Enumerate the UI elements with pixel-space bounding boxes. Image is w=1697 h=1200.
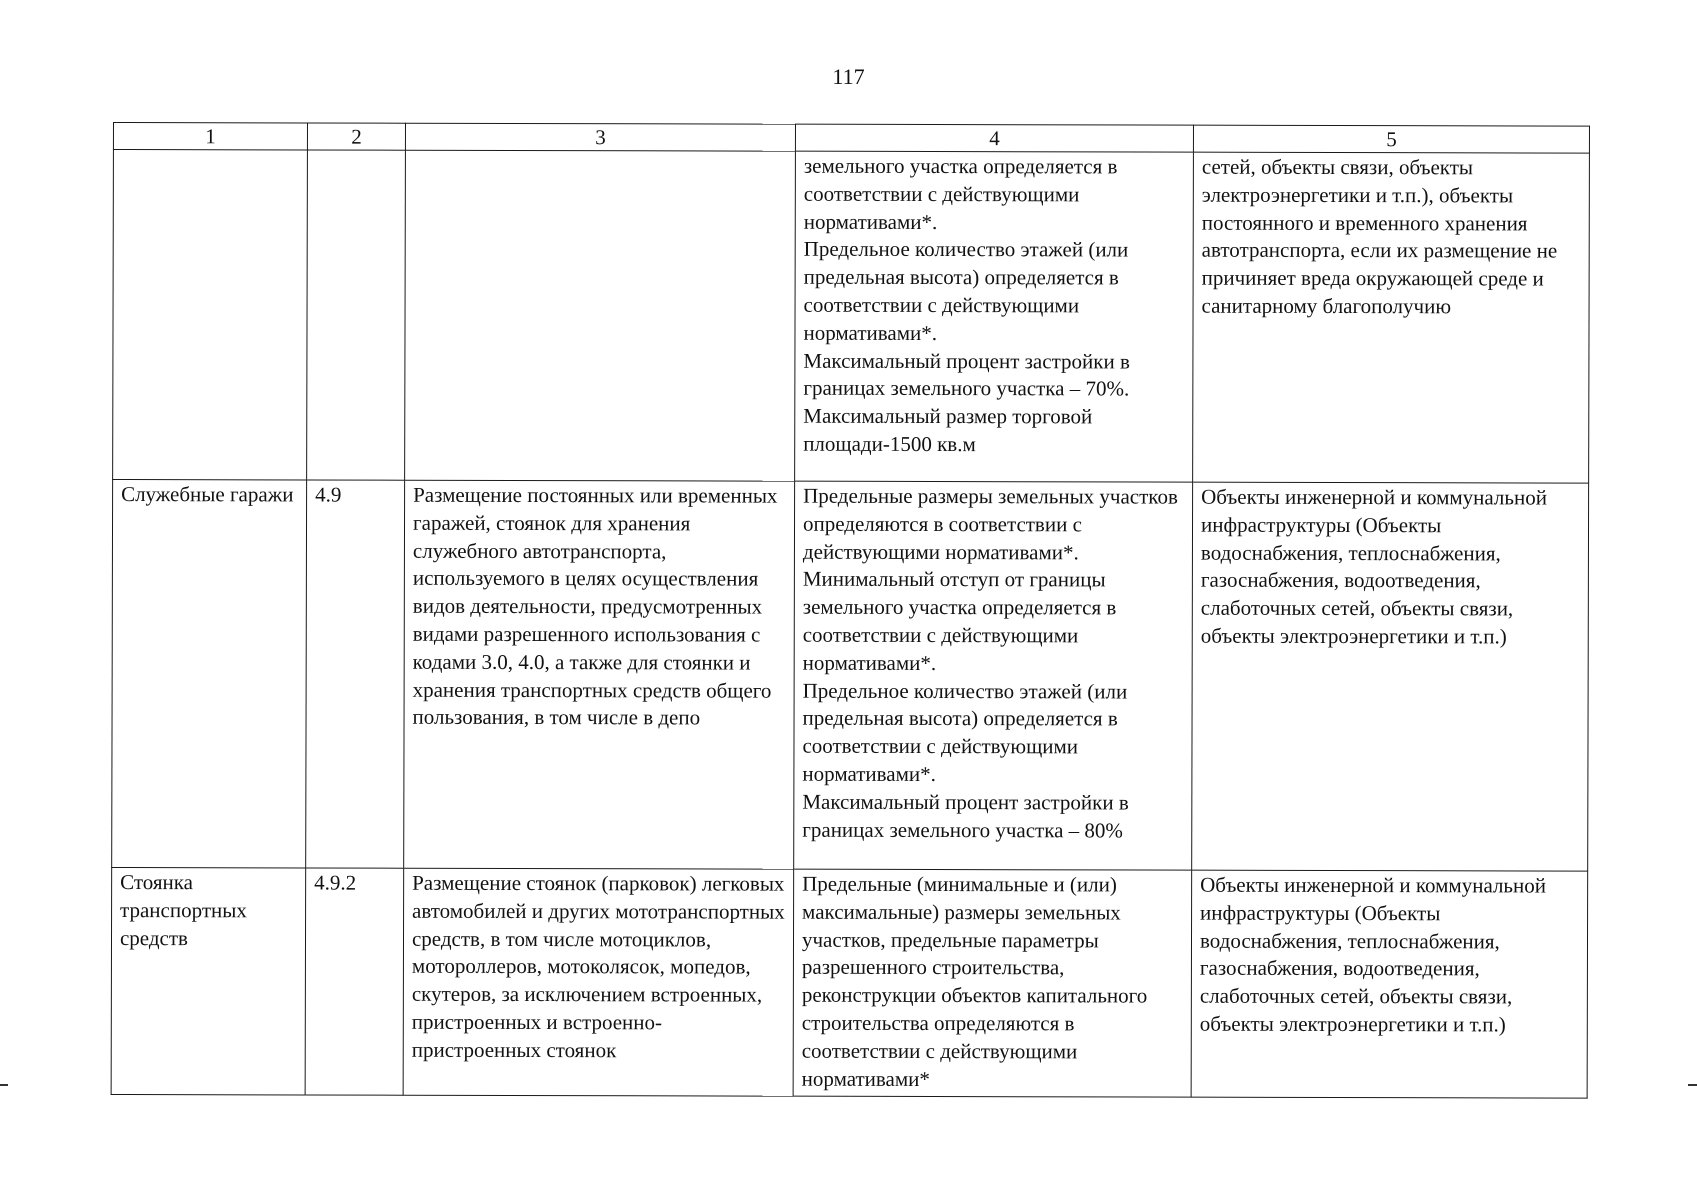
column-header-2: 2	[307, 123, 405, 150]
use-description-cell: Размещение постоянных или временных гаражей, стоянок для хранения служебного автотранспорта, используемого в целях осуществления видов деятельности, предусмотренных видами разрешенного использования с кодами 3.0, 4.0, а также для стоянки и хранения транспортных средств общего пользования, в том числе в депо	[404, 480, 795, 869]
auxiliary-objects-cell: сетей, объекты связи, объекты электроэнергетики и т.п.), объекты постоянного и временного хранения автотранспорта, если их размещение не причиняет вреда окружающей среде и санитарному благополучию	[1193, 152, 1590, 483]
parameter-text: Предельные размеры земельных участков определяются в соответствии с действующими нормативами*.	[802, 483, 1178, 564]
parameter-text: Максимальный процент застройки в границах земельного участка – 80%	[802, 789, 1129, 843]
parameter-text: Максимальный размер торговой площади-1500 кв.м	[803, 403, 1093, 457]
parameters-cell	[793, 869, 1192, 1097]
parameters-cell	[794, 481, 1193, 870]
column-header-5: 5	[1193, 125, 1589, 153]
use-name-cell	[113, 150, 308, 480]
zoning-table	[111, 122, 1590, 1099]
column-header-4: 4	[795, 124, 1193, 152]
use-description-cell: Размещение стоянок (парковок) легковых автомобилей и других мототранспортных средств, в том числе мотоциклов, мотороллеров, мотоколясок, мопедов, скутеров, за исключением встроенных, пристроенных и встроенно-пристроенных стоянок	[403, 868, 794, 1096]
use-code-cell	[307, 150, 406, 480]
scan-edge-mark	[0, 1084, 8, 1086]
column-header-1: 1	[113, 123, 307, 150]
parameter-text: Предельные (минимальные и (или) максимальные) размеры земельных участков, предельные параметры разрешенного строительства, реконструкции объектов капитального строительства определяются в соответствии с действующими нормативами*	[801, 871, 1148, 1091]
scan-edge-mark	[1688, 1084, 1697, 1086]
table-row	[112, 480, 1589, 872]
parameter-text: Максимальный процент застройки в границах земельного участка – 70%.	[803, 348, 1130, 401]
auxiliary-objects-cell: Объекты инженерной и коммунальной инфраструктуры (Объекты водоснабжения, теплоснабжения, газоснабжения, водоотведения, слаботочных сетей, объекты связи, объекты электроэнергетики и т.п.)	[1191, 870, 1588, 1098]
table-row	[113, 150, 1590, 484]
table-row	[111, 867, 1588, 1098]
use-description-cell	[405, 150, 796, 481]
parameters-cell	[795, 151, 1194, 482]
parameter-text: земельного участка определяется в соответствии с действующими нормативами*.	[803, 153, 1118, 234]
auxiliary-objects-cell: Объекты инженерной и коммунальной инфраструктуры (Объекты водоснабжения, теплоснабжения, газоснабжения, водоотведения, слаботочных сетей, объекты связи, объекты электроэнергетики и т.п.)	[1192, 482, 1589, 871]
use-code-cell: 4.9	[306, 480, 405, 868]
use-name-cell: Стоянка транспортных средств	[111, 867, 306, 1095]
parameter-text: Предельное количество этажей (или предельная высота) определяется в соответствии с действующими нормативами*.	[803, 237, 1129, 345]
parameter-text: Предельное количество этажей (или предельная высота) определяется в соответствии с действующими нормативами*.	[802, 678, 1128, 786]
use-code-cell: 4.9.2	[305, 868, 404, 1096]
column-header-3: 3	[405, 123, 795, 151]
parameter-text: Минимальный отступ от границы земельного участка определяется в соответствии с действующими нормативами*.	[802, 567, 1117, 675]
table-header-row	[113, 123, 1589, 154]
use-name-cell: Служебные гаражи	[112, 480, 307, 868]
page-number: 117	[832, 64, 865, 89]
